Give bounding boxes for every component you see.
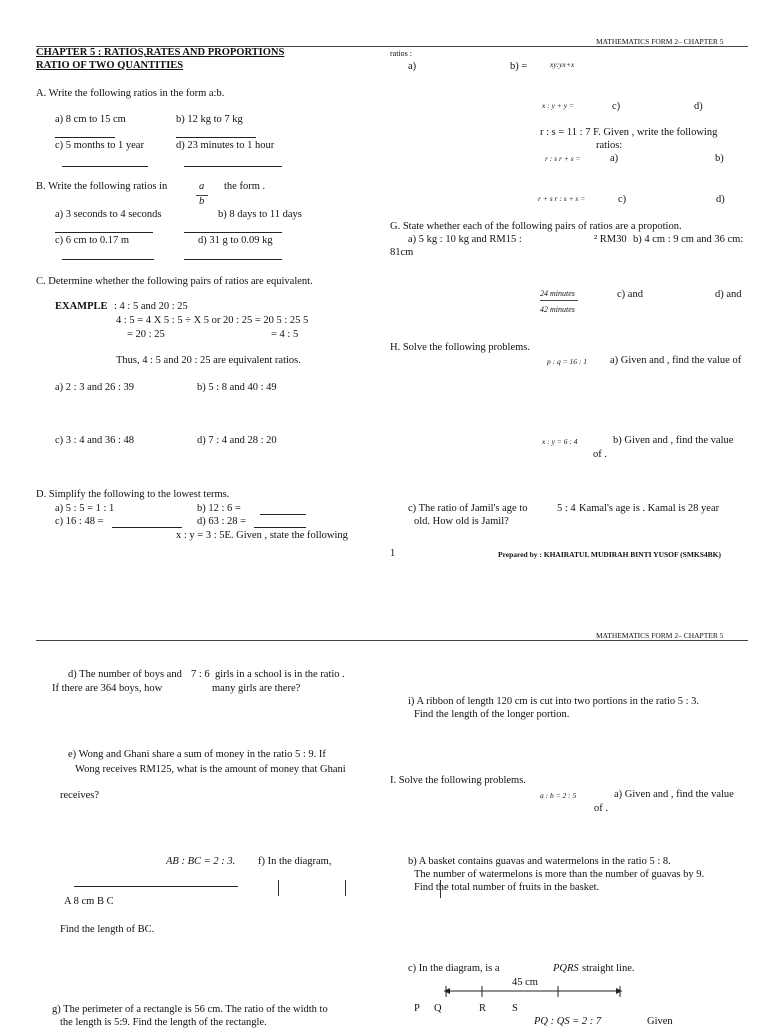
diagram-tick	[278, 880, 279, 896]
answer-blank	[176, 137, 256, 138]
section-c-heading: C. Determine whether the following pairs of ratios are equivalent.	[36, 276, 313, 287]
h-item-a: a) Given and , find the value of	[610, 355, 742, 366]
q-d-line-2b: many girls are there?	[212, 683, 301, 694]
g-frac-1: 24 minutes	[540, 289, 575, 298]
h-item-c-2: old. How old is Jamil?	[414, 516, 509, 527]
section-e-line: x : y = 3 : 5E. Given , state the following	[176, 530, 348, 541]
fraction-bar	[540, 300, 578, 301]
d-item-b: b) 12 : 6 =	[197, 503, 241, 514]
f-b: b)	[715, 153, 724, 164]
b-item-b: b) 8 days to 11 days	[218, 209, 302, 220]
section-b-heading: B. Write the following ratios in	[36, 181, 168, 192]
q-d-line-2: If there are 364 boys, how	[52, 683, 163, 694]
section-i-b-3: Find the total number of fruits in the basket.	[414, 882, 600, 893]
f-d: d)	[716, 194, 725, 205]
h-item-b-2: of .	[593, 449, 607, 460]
h-item-b: b) Given and , find the value	[613, 435, 734, 446]
d-item-c: c) 16 : 48 =	[55, 516, 104, 527]
b-item-d: d) 31 g to 0.09 kg	[198, 235, 273, 246]
g-item-b-tail: 81cm	[390, 247, 414, 258]
example-conclusion: Thus, 4 : 5 and 20 : 25 are equivalent ratios.	[116, 355, 301, 366]
c-item-c: c) 3 : 4 and 36 : 48	[55, 435, 135, 446]
q-e-line-2: Wong receives RM125, what is the amount of money that Ghani	[75, 764, 346, 775]
g-item-a-tail: ² RM30	[594, 234, 627, 245]
ratio-b: b) =	[510, 61, 528, 72]
section-g-heading: G. State whether each of the following pairs of ratios are a propotion.	[390, 221, 682, 232]
example-work-2a: = 20 : 25	[127, 329, 165, 340]
section-i-c: c) In the diagram, is a	[408, 963, 500, 974]
section-i-b-2: The number of watermelons is more than the number of guavas by 9.	[414, 869, 705, 880]
answer-blank	[62, 259, 154, 260]
answer-blank	[184, 232, 282, 233]
example-work-1: 4 : 5 = 4 X 5 : 5 ÷ X 5 or 20 : 25 = 20 5 : 25 5	[116, 315, 309, 326]
fraction-top: a	[199, 181, 205, 192]
pq-expr: PQ : QS = 2 : 7	[534, 1016, 602, 1027]
h-a-expr: p : q = 16 : 1	[547, 357, 588, 366]
chapter-title: CHAPTER 5 : RATIOS,RATES AND PROPORTIONS	[36, 47, 285, 58]
a-item-c: c) 5 months to 1 year	[55, 140, 144, 151]
a-item-b: b) 12 kg to 7 kg	[176, 114, 243, 125]
f-expr-1: r : s r + s =	[545, 154, 581, 163]
answer-blank	[62, 166, 148, 167]
b-item-a: a) 3 seconds to 4 seconds	[55, 209, 162, 220]
q-f-expr: AB : BC = 2 : 3.	[166, 856, 236, 867]
fraction-bottom: b	[199, 196, 205, 207]
ratio-expr-2: x : y + y =	[542, 101, 574, 110]
f-a: a)	[610, 153, 619, 164]
q-f-labels: A 8 cm B C	[64, 896, 114, 907]
ratio-d: d)	[694, 101, 703, 112]
q-i-line-2: Find the length of the longer portion.	[414, 709, 570, 720]
answer-blank	[55, 232, 153, 233]
b-item-c: c) 6 cm to 0.17 m	[55, 235, 130, 246]
a-item-d: d) 23 minutes to 1 hour	[176, 140, 275, 151]
h-item-c-expr: 5 : 4	[557, 503, 576, 514]
page-number: 1	[390, 548, 396, 559]
header-right: MATHEMATICS FORM 2– CHAPTER 5	[596, 37, 724, 46]
section-a-heading: A. Write the following ratios in the form a:b.	[36, 88, 225, 99]
h-item-c-1: c) The ratio of Jamil's age to	[408, 503, 528, 514]
answer-blank	[184, 166, 282, 167]
point-r: R	[479, 1003, 487, 1014]
ratio-b-expr: xy:yx+x	[550, 60, 575, 69]
segment-length: 45 cm	[512, 977, 538, 988]
g-item-a: a) 5 kg : 10 kg and RM15 :	[408, 234, 522, 245]
answer-blank	[260, 514, 306, 515]
ratio-c: c)	[612, 101, 621, 112]
q-d-ratio: 7 : 6	[191, 669, 210, 680]
section-b-heading-tail: the form .	[224, 181, 266, 192]
ratios-continued: ratios :	[390, 49, 412, 58]
h-item-c-1b: Kamal's age is . Kamal is 28 year	[579, 503, 720, 514]
q-d-line-1: d) The number of boys and	[68, 669, 182, 680]
stray-mark	[440, 880, 441, 898]
answer-blank	[184, 259, 282, 260]
f-ratios: ratios:	[596, 140, 623, 151]
section-title: RATIO OF TWO QUANTITIES	[36, 60, 184, 71]
example-work-2b: = 4 : 5	[271, 329, 299, 340]
example-text: : 4 : 5 and 20 : 25	[114, 301, 188, 312]
c-item-a: a) 2 : 3 and 26 : 39	[55, 382, 135, 393]
h-b-expr: x : y = 6 : 4	[542, 437, 578, 446]
point-s: S	[512, 1003, 518, 1014]
d-item-d: d) 63 : 28 =	[197, 516, 247, 527]
section-i-a-2: of .	[594, 803, 608, 814]
section-i-a-expr: a : b = 2 : 5	[540, 791, 577, 800]
f-expr-2: r + s r : s + s =	[538, 194, 586, 203]
d-item-a: a) 5 : 5 = 1 : 1	[55, 503, 115, 514]
diagram-line	[74, 886, 238, 887]
answer-blank	[112, 527, 182, 528]
q-d-line-1b: girls in a school is in the ratio .	[215, 669, 345, 680]
g-item-d: d) and	[715, 289, 742, 300]
section-i-heading: I. Solve the following problems.	[390, 775, 526, 786]
section-d-heading: D. Simplify the following to the lowest terms.	[36, 489, 230, 500]
given-text: Given	[647, 1016, 673, 1027]
section-i-c-expr: PQRS	[553, 963, 579, 974]
section-i-b-1: b) A basket contains guavas and watermelons in the ratio 5 : 8.	[408, 856, 671, 867]
a-item-a: a) 8 cm to 15 cm	[55, 114, 126, 125]
q-f-text: f) In the diagram,	[258, 856, 332, 867]
g-frac-2: 42 minutes	[540, 305, 575, 314]
q-e-line-1: e) Wong and Ghani share a sum of money in the ratio 5 : 9. If	[68, 749, 326, 760]
q-f-find: Find the length of BC.	[60, 924, 155, 935]
answer-blank	[55, 137, 115, 138]
answer-blank	[254, 527, 306, 528]
section-h-heading: H. Solve the following problems.	[390, 342, 530, 353]
g-item-b: b) 4 cm : 9 cm and 36 cm:	[633, 234, 744, 245]
header-right: MATHEMATICS FORM 2– CHAPTER 5	[596, 631, 724, 640]
q-e-line-3: receives?	[60, 790, 100, 801]
ratio-a: a)	[408, 61, 417, 72]
example-label: EXAMPLE	[55, 301, 108, 312]
prepared-by: Prepared by : KHAIRATUL MUDIRAH BINTI YUSOF (SMKS4BK)	[498, 550, 722, 559]
section-f-line: r : s = 11 : 7 F. Given , write the following	[540, 127, 718, 138]
point-p: P	[414, 1003, 420, 1014]
point-q: Q	[434, 1003, 442, 1014]
c-item-d: d) 7 : 4 and 28 : 20	[197, 435, 277, 446]
q-i-line-1: i) A ribbon of length 120 cm is cut into two portions in the ratio 5 : 3.	[408, 696, 700, 707]
q-g-line-2: the length is 5:9. Find the length of the rectangle.	[60, 1017, 267, 1028]
c-item-b: b) 5 : 8 and 40 : 49	[197, 382, 277, 393]
header-rule	[36, 640, 748, 641]
f-c: c)	[618, 194, 627, 205]
q-g-line-1: g) The perimeter of a rectangle is 56 cm. The ratio of the width to	[52, 1004, 328, 1015]
section-i-c-tail: straight line.	[582, 963, 635, 974]
segment-diagram	[440, 985, 626, 1001]
g-item-c: c) and	[617, 289, 643, 300]
section-i-a: a) Given and , find the value	[614, 789, 734, 800]
diagram-tick	[345, 880, 346, 896]
